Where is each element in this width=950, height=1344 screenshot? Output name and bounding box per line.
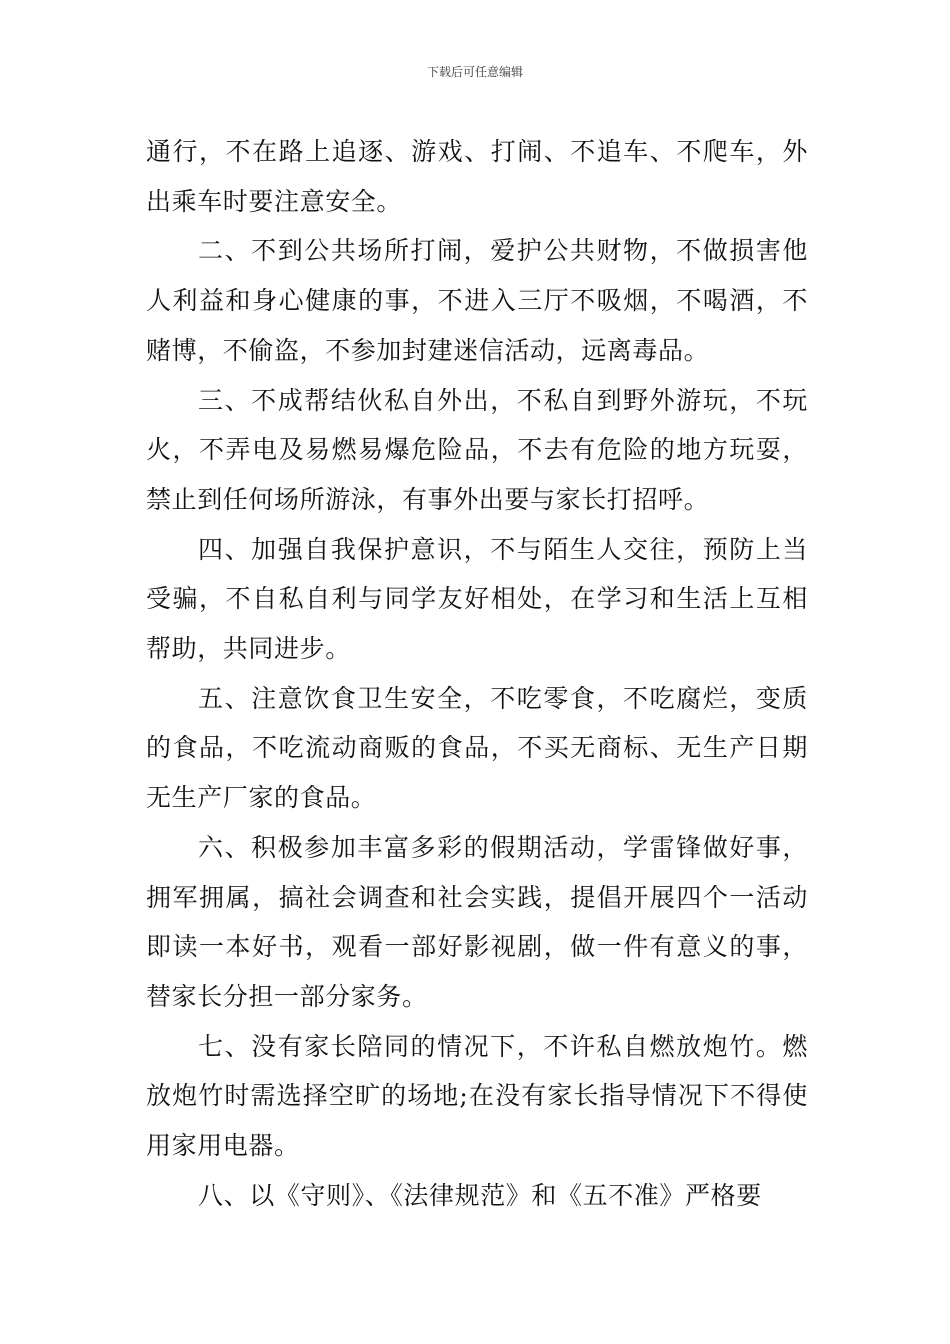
paragraph-item-7: 七、没有家长陪同的情况下，不许私自燃放炮竹。燃放炮竹时需选择空旷的场地;在没有家长指导情况下不得使用家用电器。 — [146, 1031, 808, 1161]
paragraph-continuation: 通行，不在路上追逐、游戏、打闹、不追车、不爬车，外出乘车时要注意安全。 — [146, 137, 808, 216]
paragraph-item-5: 五、注意饮食卫生安全，不吃零食，不吃腐烂，变质的食品，不吃流动商贩的食品，不买无商标、无生产日期无生产厂家的食品。 — [146, 683, 808, 813]
paragraph-item-8: 八、以《守则》、《法律规范》和《五不准》严格要 — [198, 1180, 762, 1210]
paragraph-item-6: 六、积极参加丰富多彩的假期活动，学雷锋做好事，拥军拥属，搞社会调查和社会实践，提倡开展四个一活动即读一本好书，观看一部好影视剧，做一件有意义的事，替家长分担一部分家务。 — [146, 832, 808, 1011]
paragraph-item-3: 三、不成帮结伙私自外出，不私自到野外游玩，不玩火，不弄电及易燃易爆危险品，不去有危险的地方玩耍，禁止到任何场所游泳，有事外出要与家长打招呼。 — [146, 385, 808, 514]
paragraph-item-2: 二、不到公共场所打闹，爱护公共财物，不做损害他人利益和身心健康的事，不进入三厅不吸烟，不喝酒，不赌博，不偷盗，不参加封建迷信活动，远离毒品。 — [146, 236, 808, 365]
page-header: 下载后可任意编辑 — [426, 65, 523, 79]
document-body — [146, 127, 808, 1220]
paragraph-item-4: 四、加强自我保护意识，不与陌生人交往，预防上当受骗，不自私自利与同学友好相处，在学习和生活上互相帮助，共同进步。 — [146, 534, 808, 664]
